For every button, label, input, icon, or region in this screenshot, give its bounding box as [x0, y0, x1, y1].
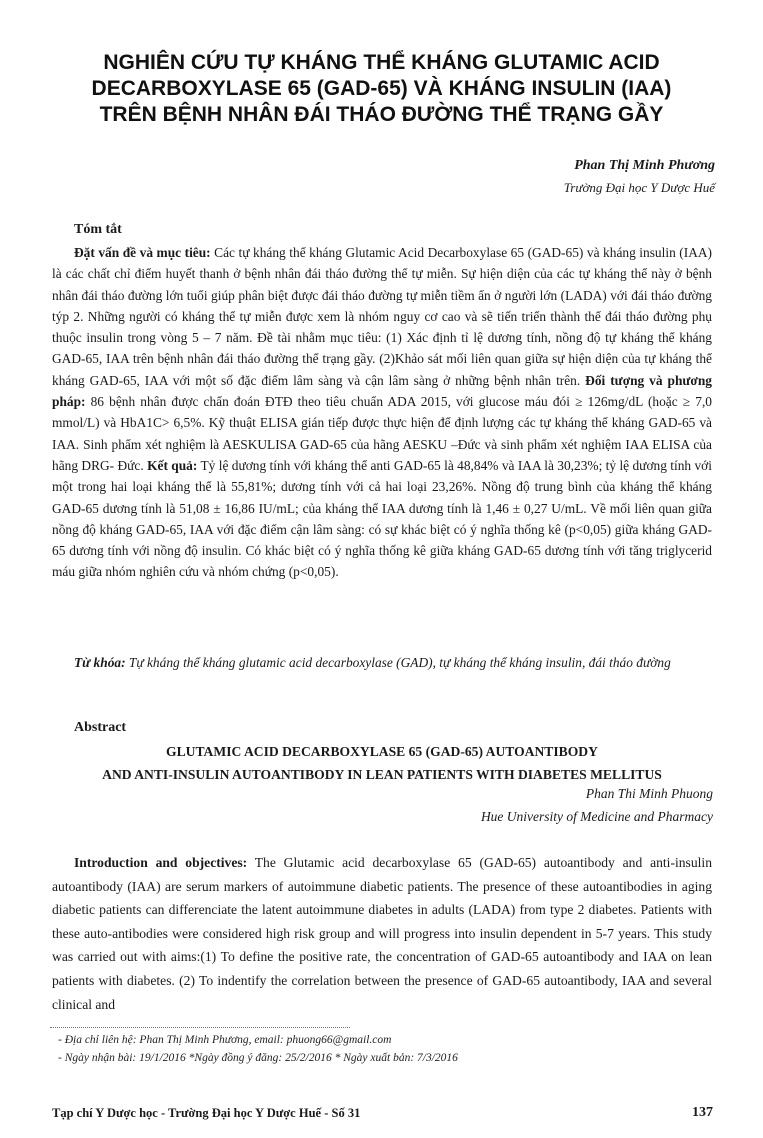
summary-text-intro: Các tự kháng thể kháng Glutamic Acid Decarboxylase 65 (GAD-65) và kháng insulin (IAA) là các chất chỉ điểm huyết thanh ở bệnh nhân đái tháo đường thể tự miễn. Sự hiện diện của các tự kháng thể này ở bệnh nhân đái tháo đường lớn tuổi giúp phân biệt được đái tháo đường tự miễn tiềm ẩn ở người lớn (LADA) với đái tháo đường týp 2. Những người có kháng thể tự miễn được xem là nhóm nguy cơ cao và sẽ tiến triển thành thể đái tháo đường phụ thuộc insulin trong vòng 5 – 7 năm. Đề tài nhằm mục tiêu: (1) Xác định tỉ lệ dương tính, nồng độ tự kháng thể kháng GAD-65, IAA trên bệnh nhân đái tháo đường thể trạng gầy. (2)Khảo sát mối liên quan giữa sự hiện diện của tự kháng thể kháng GAD-65, IAA với một số đặc điểm lâm sàng và cận lâm sàng ở những bệnh nhân trên.: [52, 245, 713, 388]
title-line-2: DECARBOXYLASE 65 (GAD-65) VÀ KHÁNG INSULIN (IAA): [91, 77, 672, 100]
summary-label-methods: Đối tượng và phương pháp:: [52, 372, 712, 410]
article-title-en: [52, 740, 712, 786]
footnote-contact: - Địa chỉ liên hệ: Phan Thị Minh Phương, email: phuong66@gmail.com: [58, 1034, 392, 1046]
summary-heading: Tóm tắt: [74, 222, 122, 237]
summary-paragraph: [52, 242, 712, 583]
abstract-text: The Glutamic acid decarboxylase 65 (GAD-65) autoantibody and anti-insulin autoantibody (IAA) are serum markers of autoimmune diabetic patients. The presence of these autoantibodies in aging diabetic patients can differenciate the latent autoimmune diabetes in adults (LADA) from type 2 diabetes. Patients with these auto-antibodies were considered high risk group and will progress into insulin dependent in 5-7 years. This study was carried out with aims:(1) To define the positive rate, the concentration of GAD-65 autoantibody and IAA on lean patients with diabetes. (2) To indentify the correlation between the presence of GAD-65 autoantibody, IAA and several clinical and: [52, 855, 712, 1012]
abstract-label: Introduction and objectives:: [74, 855, 248, 870]
title-line-1: NGHIÊN CỨU TỰ KHÁNG THỂ KHÁNG GLUTAMIC ACID: [103, 51, 660, 74]
summary-text-methods: 86 bệnh nhân được chẩn đoán ĐTĐ theo tiêu chuẩn ADA 2015, với glucose máu đói ≥ 126mg/dL (hoặc ≥ 7,0 mmol/L) và HbA1C> 6,5%. Kỹ thuật ELISA gián tiếp được thực hiện để định lượng các tự kháng thể kháng GAD-65 và IAA. Sinh phẩm xét nghiệm là AESKULISA GAD-65 của hãng AESKU –Đức và sinh phẩm xét nghiệm IAA ELISA của hãng DRG- Đức.: [52, 394, 712, 473]
affiliation-en: Hue University of Medicine and Pharmacy: [480, 809, 713, 824]
abstract-paragraph: [52, 851, 712, 1016]
summary-label-intro: Đặt vấn đề và mục tiêu:: [74, 245, 211, 260]
footnote-dates: - Ngày nhận bài: 19/1/2016 *Ngày đồng ý đăng: 25/2/2016 * Ngày xuất bản: 7/3/2016: [58, 1052, 458, 1064]
summary-text-results: Tỷ lệ dương tính với kháng thể anti GAD-65 là 48,84% và IAA là 30,23%; tỷ lệ dương tính với một trong hai loại kháng thể là 55,81%; dương tính với cả hai loại 23,26%. Nồng độ trung bình của kháng thể kháng GAD-65 dương tính là 51,08 ± 16,86 IU/mL; của kháng thể IAA dương tính là 1,46 ± 0,27 U/mL. Về mối liên quan giữa nồng độ kháng GAD-65, IAA với đặc điểm cận lâm sàng: có sự khác biệt có ý nghĩa thống kê (p<0,05) giữa kháng GAD-65 dương tính với nồng độ insulin. Có khác biệt có ý nghĩa thống kê giữa kháng GAD-65 dương tính với tăng triglycerid máu giữa nhóm nghiên cứu và nhóm chứng (p<0,05).: [52, 457, 712, 580]
journal-footer: Tạp chí Y Dược học - Trường Đại học Y Dược Huế - Số 31: [52, 1106, 361, 1120]
author-vn: Phan Thị Minh Phương: [574, 158, 715, 173]
page-number: 137: [692, 1105, 713, 1120]
abstract-heading: Abstract: [74, 720, 127, 735]
author-en: Phan Thi Minh Phuong: [585, 786, 713, 801]
summary-label-results: Kết quả:: [147, 457, 198, 473]
keywords-vn: [52, 652, 712, 673]
footnote-divider: [50, 1027, 350, 1028]
keywords-text: Tự kháng thể kháng glutamic acid decarboxylase (GAD), tự kháng thể kháng insulin, đái tháo đường: [125, 655, 671, 670]
keywords-label: Từ khóa:: [74, 655, 126, 670]
en-title-line-2: AND ANTI-INSULIN AUTOANTIBODY IN LEAN PATIENTS WITH DIABETES MELLITUS: [102, 767, 662, 782]
en-title-line-1: GLUTAMIC ACID DECARBOXYLASE 65 (GAD-65) AUTOANTIBODY: [166, 744, 598, 759]
title-line-3: TRÊN BỆNH NHÂN ĐÁI THÁO ĐƯỜNG THỂ TRẠNG GẦY: [99, 103, 664, 126]
affiliation-vn: Trường Đại học Y Dược Huế: [563, 180, 715, 195]
article-title-vn: [40, 50, 723, 128]
